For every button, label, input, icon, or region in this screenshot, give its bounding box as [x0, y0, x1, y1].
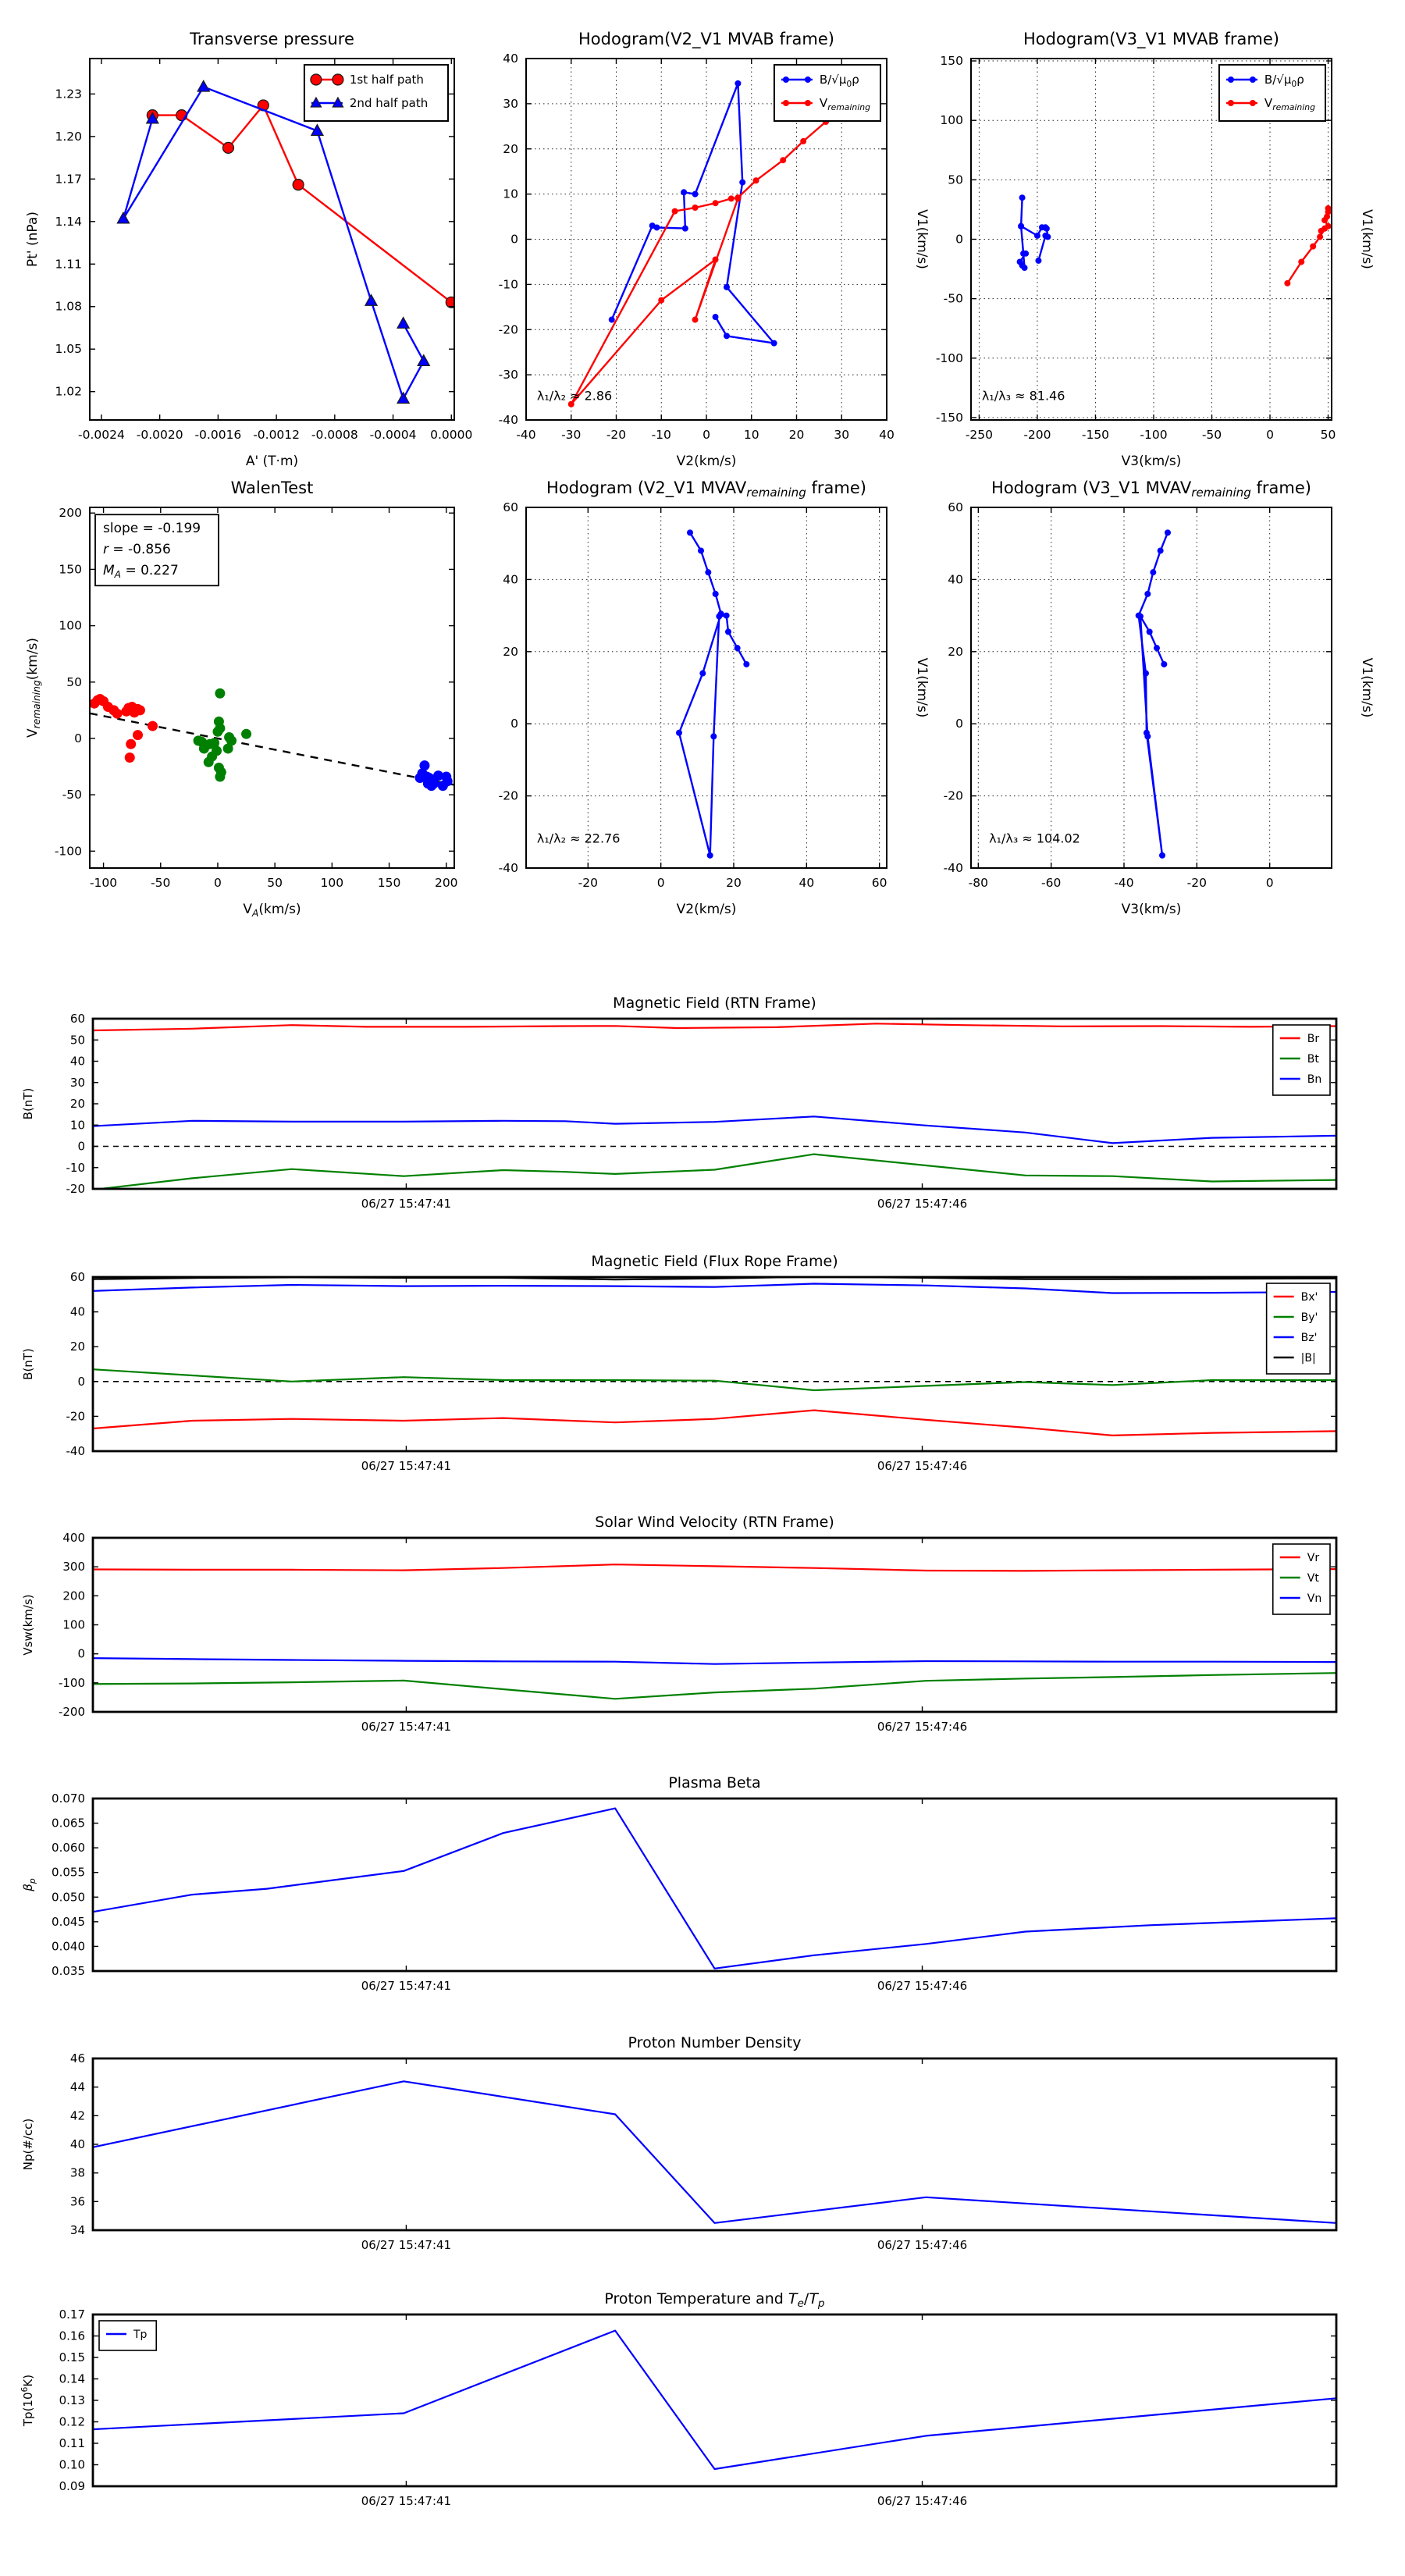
plot-title: Magnetic Field (Flux Rope Frame): [591, 1253, 838, 1270]
y-tick-label: -100: [58, 1675, 85, 1690]
y-tick-label: 1.14: [55, 214, 82, 229]
x-tick-label: -0.0008: [311, 428, 358, 442]
y-tick-label: 0.040: [52, 1939, 85, 1954]
legend-label: Vt: [1307, 1572, 1319, 1585]
x-tick-label: 0: [656, 876, 665, 890]
y-tick-label: -40: [66, 1444, 85, 1458]
y-tick-label: -20: [498, 322, 518, 337]
series-B hodogram: [679, 532, 746, 856]
x-tick-label: -100: [89, 876, 118, 890]
chart-hodogram-v3v1-mvab: [885, 10, 1405, 501]
y-tick-label: 60: [69, 1270, 85, 1284]
plot-frame: [93, 2058, 1336, 2230]
series-group: [1136, 529, 1171, 858]
y-tick-label: -100: [935, 350, 963, 365]
y-axis-label: $Tp(10^6K)$: [20, 2374, 35, 2427]
x-tick-label: -0.0004: [369, 428, 417, 442]
y-tick-label: 60: [948, 500, 963, 514]
plot-title: Magnetic Field (RTN Frame): [613, 994, 816, 1012]
y-tick-label: 30: [69, 1075, 85, 1090]
x-tick-label: 30: [834, 428, 850, 442]
legend: [99, 2321, 156, 2350]
plot-title: Proton Number Density: [628, 2034, 802, 2051]
series-Vr: [93, 1564, 1336, 1571]
x-tick-label: 200: [434, 876, 458, 890]
chart-svg-p3: [885, 10, 1405, 498]
y-tick-label: 0.045: [52, 1914, 85, 1929]
annotation-line: $M_A = 0.227$: [103, 563, 179, 581]
y-tick-label: 20: [69, 1340, 85, 1354]
x-tick-label: 06/27 15:47:41: [361, 1459, 452, 1473]
x-tick-label: 50: [267, 876, 283, 890]
y-tick-label: -20: [66, 1182, 85, 1196]
legend-label: $B/√\mu_0\rho$: [1264, 73, 1304, 89]
y-tick-label: 0.12: [59, 2414, 85, 2429]
x-axis-label: V3(km/s): [1121, 902, 1182, 917]
y-axis-label: B(nT): [21, 1087, 35, 1120]
series-1st half path: [152, 105, 451, 302]
chart-svg-t5: [3, 2021, 1357, 2280]
annotation-text: λ₁/λ₃ ≈ 81.46: [981, 388, 1065, 404]
y-tick-label: 1.17: [55, 172, 82, 187]
y-tick-label: -40: [498, 413, 518, 427]
series-Bt: [93, 1155, 1336, 1190]
x-tick-label: -0.0024: [78, 428, 125, 442]
x-tick-label: -0.0016: [194, 428, 242, 442]
series-group: [117, 80, 457, 403]
legend: [304, 65, 448, 121]
y-tick-label: 100: [59, 618, 82, 633]
plot-title: Hodogram (V3_V1 MVAVremaining frame): [991, 479, 1311, 500]
annotation: [989, 831, 1080, 846]
x-tick-label: 06/27 15:47:46: [877, 1459, 968, 1473]
annotation-text: λ₁/λ₂ ≈ 22.76: [536, 831, 621, 846]
annotation-line: r = -0.856: [103, 542, 171, 558]
x-tick-label: -150: [1081, 428, 1110, 442]
plot-frame: [93, 1019, 1336, 1189]
y-tick-label: 36: [69, 2194, 85, 2209]
y-axis-label: V1(km/s): [1359, 657, 1375, 718]
y-tick-label: 30: [503, 96, 518, 111]
legend: [1273, 1025, 1330, 1095]
plot-title: Hodogram(V2_V1 MVAB frame): [578, 30, 834, 48]
chart-magnetic-field-rtn: [3, 981, 1357, 1242]
x-tick-label: 10: [743, 428, 759, 442]
legend-label: Vr: [1307, 1552, 1320, 1564]
y-tick-label: 150: [59, 562, 82, 577]
grid: [971, 507, 1332, 868]
y-tick-label: 100: [62, 1617, 85, 1632]
legend: [1219, 65, 1325, 121]
y-tick-label: 0.09: [59, 2479, 85, 2493]
chart-svg-p6: [885, 459, 1405, 946]
annotation: [982, 389, 1065, 404]
x-tick-label: 40: [879, 428, 895, 442]
chart-solar-wind-velocity: [3, 1500, 1357, 1765]
series-group: [89, 688, 454, 791]
y-axis-label: V1(km/s): [1359, 209, 1375, 269]
plot-frame: [93, 2314, 1336, 2486]
legend-label: $V_{remaining}$: [1264, 96, 1315, 112]
y-tick-label: 1.08: [55, 299, 82, 314]
annotation: [537, 831, 621, 846]
x-tick-label: 20: [788, 428, 805, 442]
x-tick-label: -80: [968, 876, 988, 890]
x-tick-label: 06/27 15:47:46: [877, 1197, 968, 1211]
y-tick-label: 1.23: [55, 87, 82, 101]
y-tick-label: 34: [69, 2223, 85, 2237]
y-axis-label: B(nT): [21, 1348, 35, 1380]
y-tick-label: 0: [510, 717, 518, 731]
y-tick-label: 0.035: [52, 1964, 85, 1978]
plot-frame: [971, 507, 1332, 868]
y-tick-label: 50: [69, 1033, 85, 1048]
x-tick-label: 20: [726, 876, 742, 890]
x-tick-label: 06/27 15:47:41: [361, 1720, 452, 1734]
chart-plasma-beta: [3, 1761, 1357, 2024]
y-tick-label: 0.055: [52, 1865, 85, 1880]
chart-proton-temperature: [3, 2277, 1357, 2539]
y-tick-label: -50: [62, 788, 82, 802]
series-Bn: [93, 1116, 1336, 1143]
y-tick-label: -20: [66, 1409, 85, 1424]
x-tick-label: 0: [1266, 428, 1274, 442]
x-tick-label: -40: [1114, 876, 1134, 890]
y-axis-label: Np(#/cc): [21, 2118, 35, 2171]
series-beta_p: [93, 1809, 1336, 1969]
x-tick-label: -20: [578, 876, 598, 890]
y-tick-label: 0.050: [52, 1890, 85, 1905]
y-tick-label: 0: [77, 1374, 85, 1389]
y-tick-label: -50: [943, 291, 963, 306]
x-tick-label: -250: [965, 428, 994, 442]
y-tick-label: 40: [503, 52, 518, 66]
x-axis-label: V2(km/s): [676, 454, 737, 469]
x-tick-label: 06/27 15:47:46: [877, 1720, 968, 1734]
legend: [774, 65, 880, 121]
y-tick-label: 0.15: [59, 2350, 85, 2364]
annotation: [95, 514, 219, 585]
y-tick-label: 150: [940, 54, 963, 69]
chart-svg-t1: [3, 981, 1357, 1239]
y-tick-label: 0: [510, 232, 518, 247]
series-group: [93, 1023, 1336, 1190]
ticks: [93, 1799, 1336, 1971]
plot-title: Plasma Beta: [668, 1774, 761, 1791]
x-tick-label: 0.0000: [430, 428, 473, 442]
x-axis-label: V3(km/s): [1121, 454, 1182, 469]
x-tick-label: -20: [1186, 876, 1207, 890]
x-tick-label: 06/27 15:47:46: [877, 1979, 968, 1993]
y-tick-label: 200: [59, 506, 82, 521]
legend-label: 1st half path: [349, 73, 424, 87]
x-tick-label: -0.0012: [253, 428, 301, 442]
y-tick-label: -150: [935, 410, 963, 425]
y-tick-label: 1.20: [55, 129, 82, 144]
series-group: [93, 2331, 1336, 2469]
x-axis-label: $V_A(km/s)$: [243, 902, 301, 919]
x-tick-label: 0: [702, 428, 710, 442]
legend-label: By': [1300, 1311, 1318, 1324]
y-tick-label: 1.02: [55, 384, 82, 399]
series-group: [93, 1277, 1336, 1436]
x-tick-label: 0: [214, 876, 222, 890]
y-tick-label: -40: [943, 861, 963, 875]
chart-svg-t2: [3, 1240, 1357, 1501]
y-tick-label: 200: [62, 1589, 85, 1603]
ticks: [93, 2314, 1336, 2486]
y-tick-label: 0.13: [59, 2393, 85, 2407]
series-B/sqrt(mu0rho): [1020, 197, 1048, 268]
series-group: [93, 2081, 1336, 2223]
y-tick-label: 0: [77, 1646, 85, 1661]
y-tick-label: 1.05: [55, 342, 82, 357]
series-2nd half path: [123, 87, 424, 399]
series-Vt: [93, 1673, 1336, 1699]
ticks: [971, 507, 1332, 868]
y-tick-label: 0: [77, 1139, 85, 1154]
x-tick-label: 100: [320, 876, 344, 890]
y-tick-label: 42: [69, 2108, 85, 2123]
y-tick-label: 0.10: [59, 2457, 85, 2472]
ticks: [93, 1019, 1336, 1189]
series-Tp: [93, 2331, 1336, 2469]
legend-label: Bt: [1307, 1053, 1319, 1066]
x-tick-label: 40: [799, 876, 815, 890]
x-tick-label: 150: [377, 876, 401, 890]
x-tick-label: 50: [1320, 428, 1336, 442]
x-tick-label: -50: [151, 876, 171, 890]
y-tick-label: 1.11: [55, 257, 82, 272]
plot-title: Solar Wind Velocity (RTN Frame): [595, 1514, 834, 1531]
chart-hodogram-v3v1-mvav: [885, 459, 1405, 949]
x-tick-label: 06/27 15:47:41: [361, 1979, 452, 1993]
x-tick-label: -30: [561, 428, 582, 442]
x-tick-label: -0.0020: [136, 428, 183, 442]
chart-proton-number-density: [3, 2021, 1357, 2283]
legend-label: Br: [1307, 1033, 1320, 1045]
y-tick-label: -100: [54, 844, 82, 859]
y-axis-label: V1(km/s): [914, 209, 930, 269]
annotation: [537, 389, 612, 404]
chart-svg-t6: [3, 2277, 1357, 2536]
series-walen fit: [90, 713, 454, 785]
plot-title: Hodogram(V3_V1 MVAB frame): [1023, 30, 1279, 48]
y-tick-label: 0.065: [52, 1816, 85, 1831]
plot-frame: [526, 507, 887, 868]
series-group: [93, 1564, 1336, 1699]
legend-label: $V_{remaining}$: [819, 96, 870, 112]
series-group: [1017, 194, 1332, 286]
y-axis-label: $\beta_p$: [21, 1878, 37, 1891]
x-tick-label: -50: [1201, 428, 1222, 442]
y-axis-label: V1(km/s): [914, 657, 930, 718]
x-tick-label: -40: [516, 428, 536, 442]
plot-frame: [93, 1799, 1336, 1971]
legend-label: $B/√\mu_0\rho$: [819, 73, 859, 89]
y-tick-label: -30: [498, 368, 518, 382]
y-tick-label: 40: [69, 1304, 85, 1319]
y-tick-label: 40: [948, 572, 963, 587]
y-tick-label: 50: [948, 173, 963, 187]
y-tick-label: 0.060: [52, 1841, 85, 1856]
annotation-text: λ₁/λ₂ ≈ 2.86: [536, 388, 613, 404]
y-tick-label: 10: [69, 1118, 85, 1133]
y-tick-label: 0.17: [59, 2307, 85, 2322]
y-tick-label: 0: [955, 232, 963, 247]
x-axis-label: A' (T·m): [245, 454, 299, 469]
chart-magnetic-field-flux-rope: [3, 1240, 1357, 1504]
x-tick-label: 0: [1265, 876, 1274, 890]
series-Vn: [93, 1658, 1336, 1664]
y-axis-label: Pt' (nPa): [25, 212, 41, 267]
y-tick-label: 100: [940, 113, 963, 128]
y-tick-label: 300: [62, 1560, 85, 1574]
plot-title: Transverse pressure: [190, 30, 354, 48]
y-tick-label: 0: [74, 731, 82, 745]
legend: [1273, 1544, 1330, 1614]
y-tick-label: 400: [62, 1531, 85, 1545]
series-group: [93, 1809, 1336, 1969]
y-tick-label: 38: [69, 2165, 85, 2180]
y-tick-label: -200: [58, 1705, 85, 1719]
x-tick-label: -200: [1023, 428, 1051, 442]
series-B/sqrt(mu0rho): [612, 84, 774, 343]
legend-label: 2nd half path: [349, 96, 429, 110]
plot-frame: [93, 1538, 1336, 1712]
y-tick-label: 10: [503, 187, 518, 201]
y-tick-label: 0: [955, 717, 963, 731]
plot-title: Hodogram (V2_V1 MVAVremaining frame): [546, 479, 866, 500]
y-tick-label: 20: [69, 1097, 85, 1111]
x-tick-label: 06/27 15:47:46: [877, 2494, 968, 2508]
series-Bx': [93, 1411, 1336, 1436]
series-Np: [93, 2081, 1336, 2223]
y-tick-label: 50: [66, 674, 82, 689]
y-tick-label: 60: [69, 1012, 85, 1026]
x-tick-label: 06/27 15:47:41: [361, 1197, 452, 1211]
series-group: [676, 529, 749, 858]
ticks: [93, 1277, 1336, 1451]
x-tick-label: -60: [1041, 876, 1062, 890]
ticks: [93, 1538, 1336, 1712]
chart-svg-t4: [3, 1761, 1357, 2021]
y-tick-label: 44: [69, 2080, 85, 2094]
plot-title: Proton Temperature and $T_e/T_p$: [604, 2290, 825, 2310]
plot-frame: [93, 1277, 1336, 1451]
plot-title: WalenTest: [230, 479, 314, 497]
legend: [1267, 1283, 1330, 1374]
series-V remaining: [571, 122, 826, 404]
series-Bz': [93, 1284, 1336, 1293]
y-tick-label: -10: [66, 1160, 85, 1175]
legend-label: Vn: [1307, 1592, 1322, 1605]
x-tick-label: 60: [871, 876, 887, 890]
y-tick-label: 0.11: [59, 2436, 85, 2450]
legend-label: Bn: [1307, 1073, 1322, 1086]
x-tick-label: -20: [606, 428, 627, 442]
x-tick-label: -100: [1140, 428, 1168, 442]
y-tick-label: -10: [498, 277, 518, 292]
y-axis-label: $V_{remaining}(km/s)$: [25, 638, 42, 738]
ticks: [526, 507, 887, 868]
y-tick-label: 20: [503, 141, 518, 156]
x-tick-label: 06/27 15:47:46: [877, 2238, 968, 2252]
series-group: [568, 80, 829, 407]
series-B hodogram: [1139, 532, 1168, 856]
annotation-line: slope = -0.199: [103, 521, 201, 537]
y-tick-label: 0.16: [59, 2329, 85, 2343]
legend-label: Bz': [1300, 1332, 1318, 1344]
y-tick-label: 40: [503, 572, 518, 587]
legend-label: Bx': [1300, 1291, 1318, 1304]
x-tick-label: 06/27 15:47:41: [361, 2238, 452, 2252]
y-tick-label: 46: [69, 2051, 85, 2065]
series-Br: [93, 1023, 1336, 1030]
y-tick-label: -40: [498, 861, 518, 875]
y-tick-label: 20: [948, 644, 963, 659]
chart-svg-t3: [3, 1500, 1357, 1762]
y-tick-label: 0.14: [59, 2371, 85, 2386]
series-By': [93, 1369, 1336, 1390]
y-tick-label: 40: [69, 1054, 85, 1069]
x-axis-label: V2(km/s): [676, 902, 737, 917]
annotation-text: λ₁/λ₃ ≈ 104.02: [989, 831, 1080, 846]
y-axis-label: Vsw(km/s): [21, 1594, 35, 1656]
grid: [526, 507, 887, 868]
x-tick-label: -10: [651, 428, 671, 442]
y-tick-label: -20: [498, 788, 518, 803]
y-tick-label: -20: [943, 788, 963, 803]
x-tick-label: 06/27 15:47:41: [361, 2494, 452, 2508]
y-tick-label: 40: [69, 2137, 85, 2151]
legend-label: Tp: [133, 2329, 148, 2341]
ticks: [93, 2058, 1336, 2230]
y-tick-label: 60: [503, 500, 518, 514]
legend-label: |B|: [1300, 1352, 1316, 1364]
y-tick-label: 20: [503, 644, 518, 659]
y-tick-label: 0.070: [52, 1791, 85, 1806]
